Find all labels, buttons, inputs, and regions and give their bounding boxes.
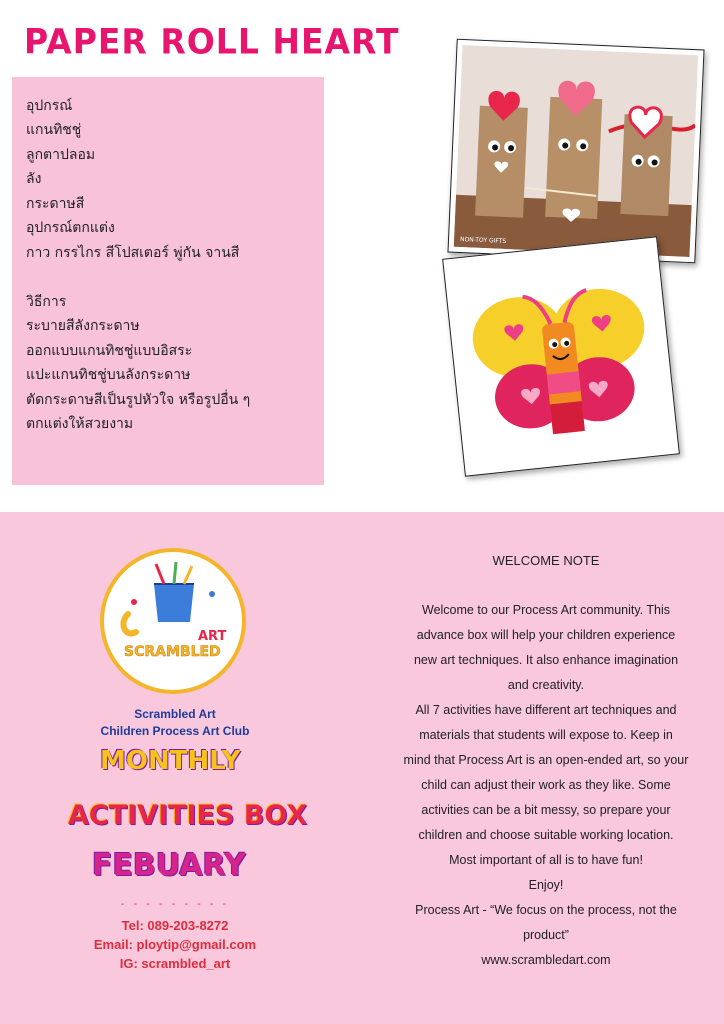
- divider: - - - - - - - - -: [120, 898, 230, 910]
- club-name: Scrambled Art: [134, 707, 216, 721]
- method-step: ตัดกระดาษสีเป็นรูปหัวใจ หรือรูปอื่น ๆ: [26, 392, 251, 408]
- paper-roll-heart-photo: [447, 39, 704, 264]
- method-step: ระบายสีลังกระดาษ: [26, 318, 140, 334]
- material-item: อุปกรณ์ตกแต่ง: [26, 220, 115, 236]
- logo-scrambled-text: SCRAMBLED: [124, 644, 221, 660]
- welcome-line: product”: [523, 928, 569, 942]
- method-step: ออกแบบแกนทิชชู่แบบอิสระ: [26, 343, 193, 359]
- material-item: ลัง: [26, 171, 42, 187]
- welcome-line: new art techniques. It also enhance imagination: [413, 653, 679, 667]
- welcome-line: activities can be a bit messy, so prepare your: [421, 803, 671, 817]
- contact-ig: IG: scrambled_art: [119, 956, 231, 971]
- material-item: ลูกตาปลอม: [26, 147, 96, 163]
- welcome-line: Process Art - “We focus on the process, not the: [415, 903, 677, 917]
- method-step: แปะแกนทิชชู่บนลังกระดาษ: [26, 367, 191, 383]
- page-title: PAPER ROLL HEART: [24, 21, 400, 62]
- welcome-line: mind that Process Art is an open-ended art, so your: [403, 753, 689, 767]
- scrambled-art-logo: [100, 548, 246, 694]
- month-heading: FEBUARY: [92, 848, 246, 883]
- club-subtitle: Children Process Art Club: [100, 724, 250, 738]
- welcome-title: WELCOME NOTE: [492, 553, 600, 568]
- welcome-line: materials that students will expose to. Keep in: [419, 728, 673, 742]
- material-item: แกนทิชชู่: [26, 122, 82, 138]
- butterfly-craft-photo: [442, 236, 680, 476]
- butterfly-craft-image: [449, 243, 674, 470]
- materials-panel: [12, 77, 324, 485]
- method-step: ตกแต่งให้สวยงาม: [26, 416, 134, 432]
- website-link[interactable]: www.scrambledart.com: [481, 953, 611, 967]
- logo-artwork: [104, 552, 242, 690]
- activities-box-heading: ACTIVITIES BOX: [68, 800, 308, 831]
- materials-heading: อุปกรณ์: [26, 98, 73, 114]
- method-heading: วิธีการ: [26, 294, 67, 310]
- monthly-heading: MONTHLY: [100, 746, 241, 776]
- welcome-line: All 7 activities have different art techniques and: [415, 703, 677, 717]
- paper-roll-heart-image: [454, 45, 699, 257]
- welcome-line: Welcome to our Process Art community. This: [422, 603, 670, 617]
- contact-email: Email: ploytip@gmail.com: [93, 937, 257, 952]
- contact-tel: Tel: 089-203-8272: [121, 918, 229, 933]
- welcome-line: and creativity.: [507, 678, 585, 692]
- welcome-line: Most important of all is to have fun!: [449, 853, 643, 867]
- material-item: กระดาษสี: [26, 196, 85, 212]
- welcome-line: Enjoy!: [528, 878, 564, 892]
- welcome-line: children and choose suitable working location.: [418, 828, 674, 842]
- photo-watermark: NON-TOY GIFTS: [459, 236, 507, 246]
- material-item: กาว กรรไกร สีโปสเตอร์ พู่กัน จานสี: [26, 245, 240, 261]
- logo-art-text: ART: [198, 629, 227, 644]
- welcome-line: child can adjust their work as they like. Some: [421, 778, 671, 792]
- welcome-line: advance box will help your children experience: [416, 628, 676, 642]
